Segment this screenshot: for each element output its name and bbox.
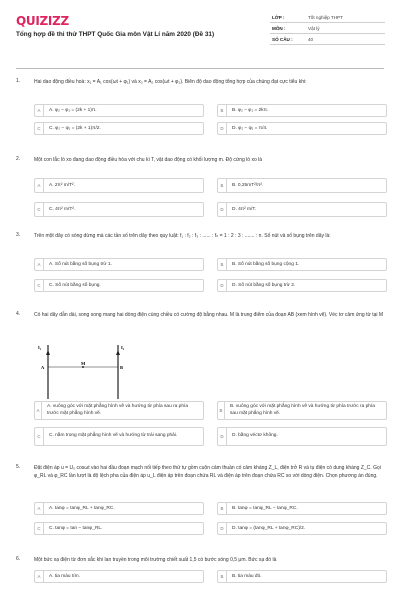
option-c[interactable]: [34, 202, 204, 217]
option-letter: A: [35, 503, 44, 514]
option-a[interactable]: [34, 104, 204, 117]
option-text: A. 2π² m/T².: [49, 183, 75, 188]
option-letter: A: [35, 179, 44, 192]
option-text: B. vuông góc với mặt phẳng hình vẽ và hướng từ phía trước ra phía sau mặt phẳng hình vẽ.: [230, 404, 375, 416]
option-letter: D: [218, 523, 227, 534]
label-i1: I₁: [38, 345, 42, 350]
document-title: Tổng hợp đề thi thử THPT Quốc Gia môn Vật Lí năm 2020 (Đề 31): [16, 31, 215, 38]
info-value: 40: [308, 36, 314, 42]
option-letter: C: [35, 123, 44, 134]
option-d[interactable]: [217, 279, 387, 292]
option-a[interactable]: [34, 570, 204, 583]
option-letter: B: [218, 402, 225, 419]
option-text: A. Số nút bằng số bụng trừ 1.: [49, 262, 112, 267]
question-text: Đặt điện áp u = U₀ cosωt vào hai đầu đoạn mạch nối tiếp theo thứ tự gồm cuộn cảm thuần có cảm kháng Z_L, điện trở R và tụ điện có dung kháng Z_C. Gọi φ_RL và φ_RC lần lượt là độ lệch pha của điện áp u_L điện áp trên đoạn chứa RL và điện áp trên đoạn chứa RC so với dòng điện. Chọn phương án đúng.: [34, 465, 381, 479]
option-letter: D: [218, 428, 227, 445]
info-value: Tốt nghiệp THPT: [308, 14, 343, 20]
option-d[interactable]: [217, 427, 387, 446]
option-b[interactable]: [217, 178, 387, 193]
info-value: Vật lý: [308, 25, 320, 31]
option-b[interactable]: [217, 258, 387, 271]
question-number: 2.: [16, 156, 21, 162]
question-text: Một con lắc lò xo đang dao động điều hòa với chu kì T, vật dao động có khối lượng m. Độ cứng lò xo là: [34, 157, 263, 163]
option-text: B. tia màu đỏ.: [232, 574, 262, 579]
option-b[interactable]: [217, 570, 387, 583]
question-text: Hai dao động điều hoà: x₁ = A₁ cos(ωt + φ₁) và x₂ = A₂ cos(ωt + φ₂). Biên độ dao động tổng hợp của chúng đạt cực tiểu khi:: [34, 79, 307, 85]
option-c[interactable]: [34, 279, 204, 292]
option-letter: A: [35, 259, 44, 270]
option-letter: C: [35, 280, 44, 291]
info-box: [270, 12, 385, 45]
info-row-subject: [270, 23, 385, 34]
option-c[interactable]: [34, 522, 204, 535]
option-text: D. φ₂ − φ₁ = π/4.: [232, 126, 268, 131]
question-2: [16, 156, 384, 220]
option-letter: B: [218, 571, 227, 582]
option-text: D. bằng véctơ không.: [232, 433, 278, 439]
option-a[interactable]: [34, 502, 204, 515]
quizizz-logo: QUIZIZZ: [16, 14, 69, 28]
option-letter: B: [218, 259, 227, 270]
label-a: A: [41, 365, 45, 370]
info-label: LỚP :: [272, 14, 285, 20]
question-number: 5.: [16, 464, 21, 470]
parallel-wires-figure: [36, 341, 136, 401]
option-letter: A: [35, 571, 44, 582]
question-6: [16, 556, 384, 600]
option-text: A. tanφ = tanφ_RL + tanφ_RC.: [49, 506, 115, 511]
option-letter: C: [35, 428, 44, 445]
option-c[interactable]: [34, 427, 204, 446]
question-5: [16, 464, 384, 548]
option-letter: A: [35, 402, 42, 419]
option-a[interactable]: [34, 178, 204, 193]
option-text: C. φ₂ − φ₁ = (2k + 1)π/2.: [49, 126, 101, 131]
question-number: 1.: [16, 78, 21, 84]
info-label: MÔN :: [272, 25, 286, 31]
option-letter: D: [218, 280, 227, 291]
question-1: [16, 78, 384, 138]
option-text: D. Số nút bằng số bụng trừ 2.: [232, 283, 296, 288]
label-m: M: [81, 361, 86, 366]
option-c[interactable]: [34, 122, 204, 135]
option-letter: B: [218, 503, 227, 514]
label-i2: I₂: [121, 345, 125, 350]
info-row-class: [270, 12, 385, 23]
option-letter: D: [218, 203, 227, 216]
option-text: D. tanφ = (tanφ_RL + tanφ_RC)/2.: [232, 526, 306, 531]
option-text: C. nằm trong mặt phẳng hình vẽ và hướng từ trái sang phải.: [49, 433, 178, 439]
option-a[interactable]: [34, 258, 204, 271]
option-letter: C: [35, 523, 44, 534]
question-text: Một bức xạ điện từ đơn sắc khi lan truyền trong môi trường chiết suất 1,5 có bước sóng 0,5 μm. Bức xạ đó là: [34, 557, 277, 563]
option-text: C. 4π² m/T².: [49, 207, 76, 212]
question-4: [16, 311, 384, 456]
header-divider: [16, 68, 384, 69]
option-text: A. vuông góc với mặt phẳng hình vẽ và hướng từ phía sau ra phía trước mặt phẳng hình vẽ.: [47, 404, 189, 416]
option-letter: D: [218, 123, 227, 134]
question-number: 6.: [16, 556, 21, 562]
option-text: C. tanφ = tan − tanφ_RL.: [49, 526, 103, 531]
option-text: D. 4π² m/T.: [232, 207, 257, 212]
question-number: 4.: [16, 311, 21, 317]
option-letter: A: [35, 105, 44, 116]
option-text: B. Số nút bằng số bụng cộng 1.: [232, 262, 300, 267]
option-letter: B: [218, 179, 227, 192]
info-row-count: [270, 34, 385, 45]
option-d[interactable]: [217, 202, 387, 217]
option-b[interactable]: [217, 104, 387, 117]
option-text: A. tia màu tím.: [49, 574, 80, 579]
option-text: A. φ₂ − φ₁ = (2k + 1)π.: [49, 108, 97, 113]
question-text: Trên một dây có sóng dừng mà các tần số trên dây theo quy luật: f₁ : f₂ : f₃ : ...... : fₙ = 1 : 2 : 3 : ....... : n. Số nút và số bụng trên dây là:: [34, 233, 331, 239]
option-text: C. Số nút bằng số bụng.: [49, 283, 101, 288]
option-b[interactable]: [217, 401, 387, 420]
option-text: B. φ₂ − φ₁ = 2kπ.: [232, 108, 269, 113]
option-d[interactable]: [217, 122, 387, 135]
question-text: Có hai dây dẫn dài, song song mang hai dòng điện cùng chiều có cường độ bằng nhau. M là trung điểm của đoạn AB (xem hình vẽ). Véc tơ cảm ứng từ tại M: [34, 312, 384, 318]
question-number: 3.: [16, 232, 21, 238]
info-label: SỐ CÂU :: [272, 36, 293, 42]
option-b[interactable]: [217, 502, 387, 515]
option-letter: C: [35, 203, 44, 216]
option-text: B. tanφ = tanφ_RL − tanφ_RC.: [232, 506, 298, 511]
option-a[interactable]: [34, 401, 204, 420]
option-letter: B: [218, 105, 227, 116]
question-3: [16, 232, 384, 298]
label-b: B: [120, 365, 124, 370]
option-text: B. 0,25mT²/π².: [232, 183, 264, 188]
option-d[interactable]: [217, 522, 387, 535]
